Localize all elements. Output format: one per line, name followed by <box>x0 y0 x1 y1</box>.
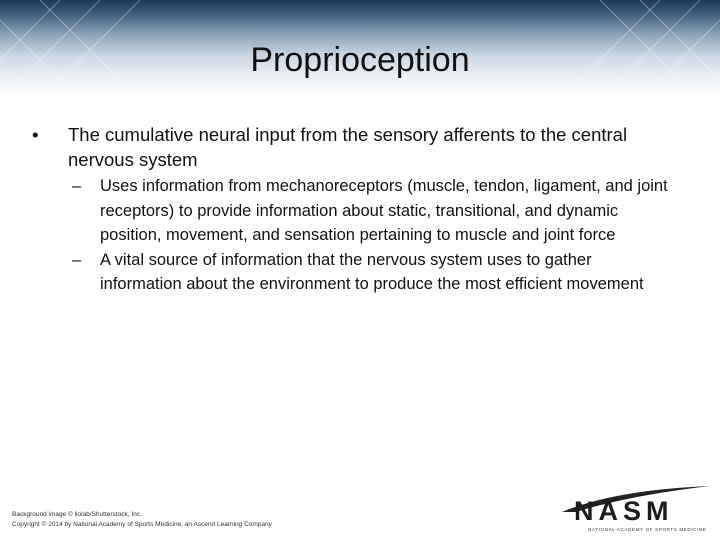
bullet-item <box>28 122 668 172</box>
sub-bullet-list <box>28 174 668 297</box>
header-banner <box>0 0 720 100</box>
logo-wordmark: NASM <box>574 496 674 526</box>
logo-tagline: NATIONAL ACADEMY OF SPORTS MEDICINE <box>588 527 707 532</box>
sub-bullet-item <box>28 174 668 248</box>
copyright-line: Copyright © 2014 by National Academy of Sports Medicine, an Ascend Learning Company <box>12 521 272 528</box>
image-credit: Background image © liolab/Shutterstock, Inc. <box>12 511 142 518</box>
sub-bullet-item <box>28 248 668 297</box>
sub-bullet-marker: – <box>72 177 82 195</box>
slide-title: Proprioception <box>250 41 470 79</box>
slide-body <box>28 122 668 297</box>
sub-bullet-text: A vital source of information that the nervous system uses to gather information about the environment to produce the most efficient movement <box>100 250 644 293</box>
sub-bullet-marker: – <box>72 250 82 269</box>
bullet-text: The cumulative neural input from the sensory afferents to the central nervous system <box>68 124 628 170</box>
nasm-logo <box>554 484 714 534</box>
bullet-marker: • <box>32 124 39 145</box>
sub-bullet-text: Uses information from mechanoreceptors (muscle, tendon, ligament, and joint receptors) to provide information about static, transitional, and dynamic position, movement, and sensation pertaining to muscle and joint force <box>100 177 668 244</box>
copyright-footer <box>12 510 272 530</box>
